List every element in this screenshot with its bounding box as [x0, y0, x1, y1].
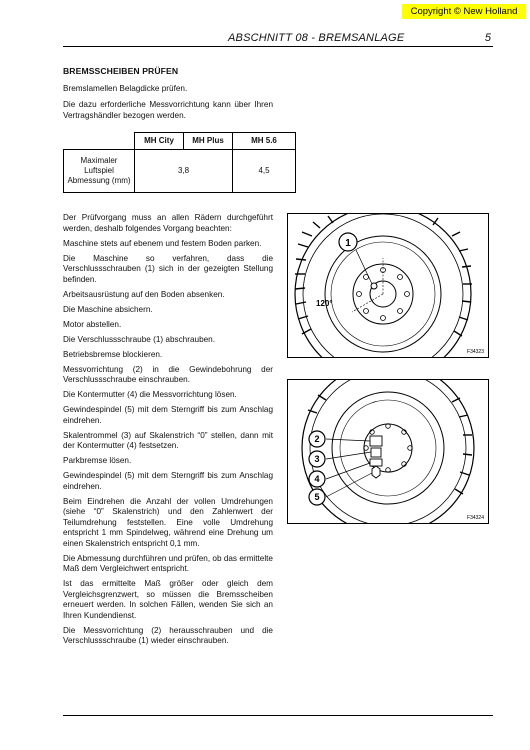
- step-text: Die Kontermutter (4) die Messvorrichtung lösen.: [63, 390, 237, 399]
- callout-number: 5: [314, 492, 320, 502]
- step-text: Beim Eindrehen die Anzahl der vollen Umdrehungen (siehe “0” Skalenstrich) und den Zahlenwert der Teilumdrehung feststellen. Eine volle Umdrehung entspricht 1 mm Spindelweg, während eine Drehung um einen Skalenstrich entspricht 0,1 mm.: [63, 496, 273, 548]
- step-text: Die Maschine so verfahren, dass die Verschlussschrauben (1) sich in der gezeigten Stellung befinden.: [63, 253, 273, 284]
- table-row: [64, 150, 296, 193]
- wheel-figure-measuring-device: [287, 379, 489, 524]
- step-text: Skalentrommel (3) auf Skalenstrich “0” stellen, dann mit der Kontermutter (4) festsetzen.: [63, 430, 273, 450]
- step-text: Die Abmessung durchführen und prüfen, ob das ermittelte Maß dem Vergleichwert entspricht.: [63, 553, 273, 573]
- step-text: Der Prüfvorgang muss an allen Rädern durchgeführt werden, deshalb folgendes Vorgang beachten:: [63, 213, 273, 233]
- footer-rule: [63, 715, 493, 716]
- step-text: Betriebsbremse blockieren.: [63, 349, 163, 359]
- angle-label: 120°: [316, 299, 333, 308]
- column-header: MH Plus: [184, 133, 233, 150]
- copyright-notice: Copyright © New Holland: [402, 4, 526, 19]
- table-cell: 4,5: [233, 150, 296, 193]
- step-text: Motor abstellen.: [63, 319, 122, 329]
- wheel-figure-closing-screw: [287, 213, 489, 358]
- column-header: MH City: [135, 133, 184, 150]
- step-text: Ist das ermittelte Maß größer oder gleich dem Vergleichsgrenzwert, so müssen die Bremsscheiben erneuert werden. In solchen Fällen, wenden Sie sich an Ihren Kundendienst.: [63, 579, 273, 620]
- section-title: BREMSSCHEIBEN PRÜFEN: [63, 66, 179, 76]
- callout-number: 4: [314, 474, 320, 484]
- step-text: Die Maschine absichern.: [63, 304, 153, 314]
- figure-code: F34324: [467, 515, 484, 521]
- step-text: Die Verschlussschraube (1) abschrauben.: [63, 334, 216, 344]
- step-text: Maschine stets auf ebenem und festem Boden parken.: [63, 238, 262, 248]
- table-corner: [64, 133, 135, 150]
- table-header-row: [64, 133, 296, 150]
- procedure-steps: [63, 213, 273, 651]
- wheel-illustration: [288, 214, 488, 357]
- row-label: Maximaler Luftspiel Abmessung (mm): [64, 150, 135, 193]
- column-header: MH 5.6: [233, 133, 296, 150]
- callout-number: 3: [314, 454, 320, 464]
- step-text: Gewindespindel (5) mit dem Sterngriff bis zum Anschlag eindrehen.: [63, 471, 273, 491]
- step-text: Arbeitsausrüstung auf den Boden absenken.: [63, 289, 225, 299]
- intro-block: [63, 66, 273, 126]
- intro-paragraph: Bremslamellen Belagdicke prüfen.: [63, 84, 188, 93]
- callout-number: 1: [345, 238, 351, 249]
- step-text: Die Messvorrichtung (2) herausschrauben und die Verschlussschraube (1) wieder einschrauben.: [63, 625, 273, 645]
- measurement-table: [63, 132, 296, 193]
- page-header: [63, 30, 493, 47]
- intro-paragraph: Die dazu erforderliche Messvorrichtung kann über Ihren Vertragshändler bezogen werden.: [63, 100, 273, 120]
- measuring-illustration: [288, 380, 488, 523]
- callout-number: 2: [314, 434, 320, 444]
- page-number: 5: [484, 32, 491, 44]
- section-heading: ABSCHNITT 08 - BREMSANLAGE: [228, 32, 405, 44]
- table-cell: 3,8: [135, 150, 233, 193]
- step-text: Messvorrichtung (2) in die Gewindebohrung der Verschlussschraube einschrauben.: [63, 364, 273, 384]
- step-text: Gewindespindel (5) mit dem Sterngriff bis zum Anschlag eindrehen.: [63, 405, 273, 425]
- step-text: Parkbremse lösen.: [63, 456, 132, 465]
- figure-code: F34323: [467, 349, 484, 355]
